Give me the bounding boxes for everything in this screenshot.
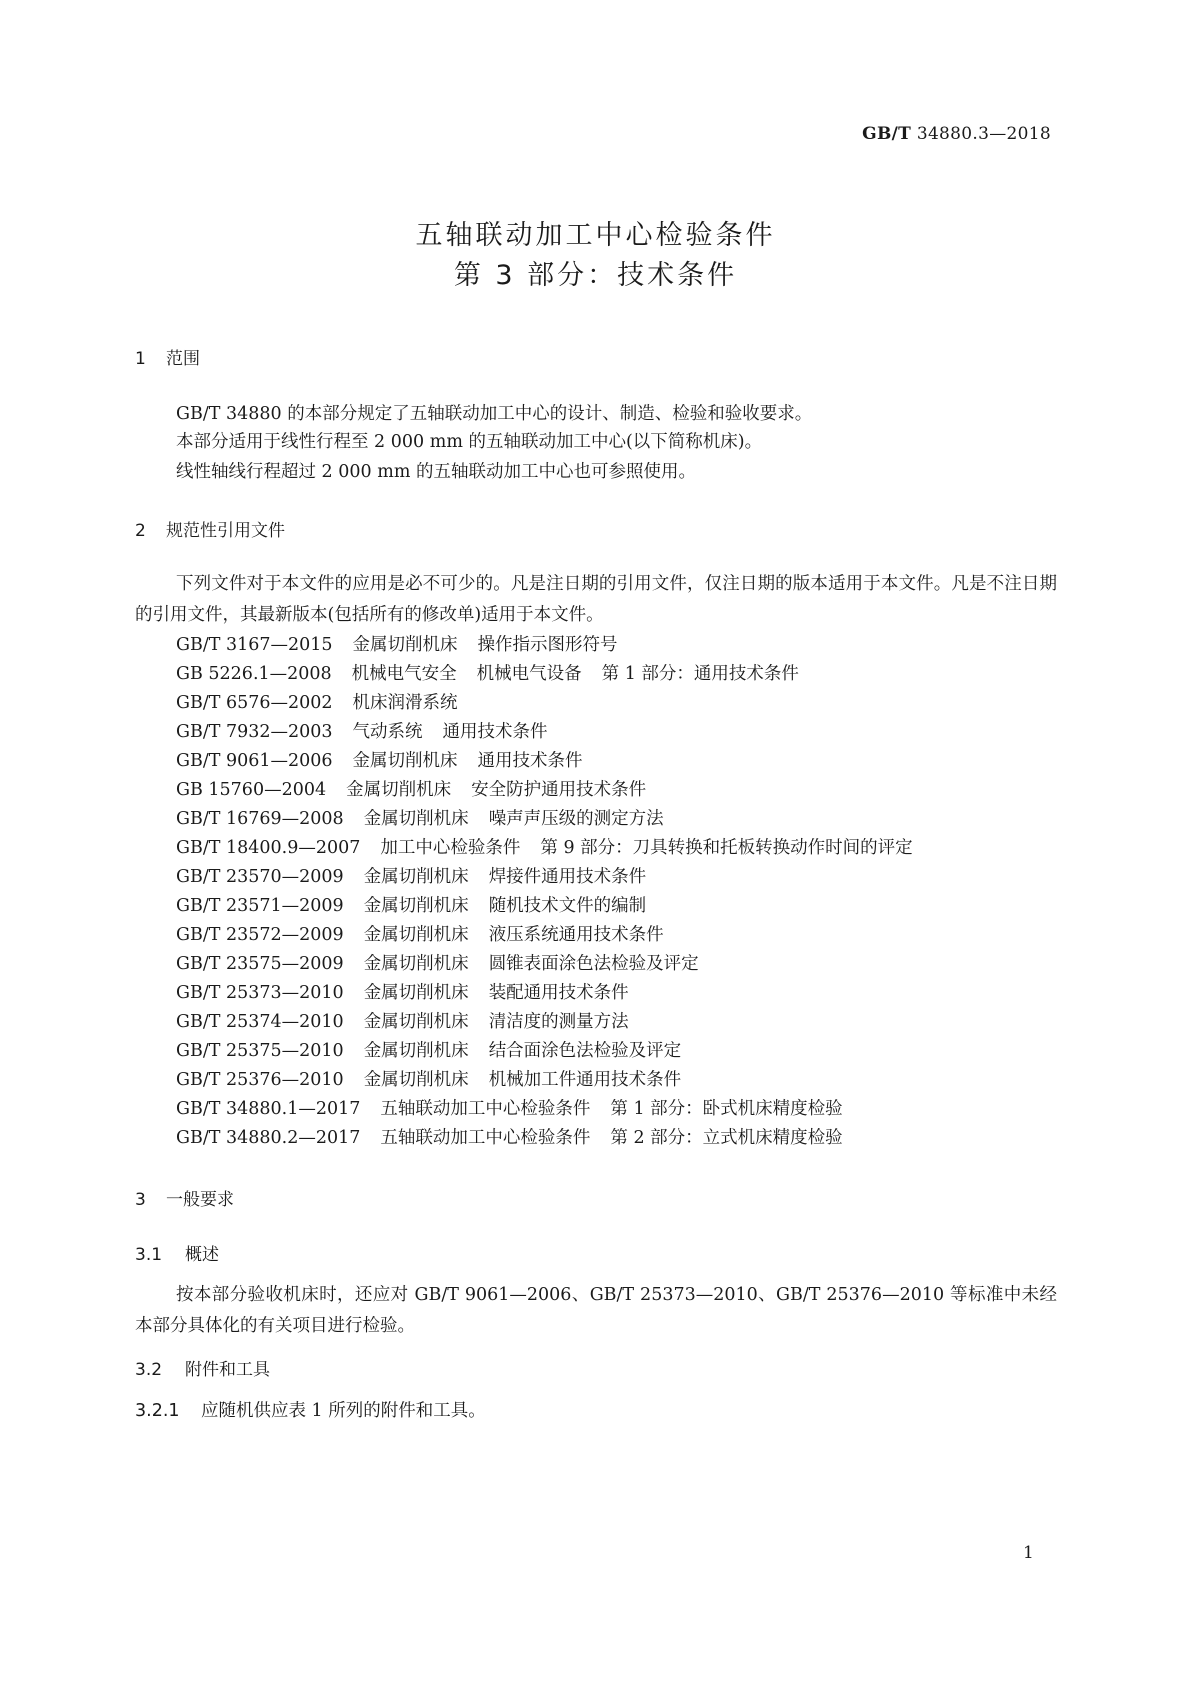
reference-title: 金属切削机床: [363, 954, 469, 974]
document-title: 五轴联动加工中心检验条件: [415, 220, 776, 251]
reference-item: [176, 805, 664, 830]
section-number: 1: [135, 349, 146, 369]
reference-code: GB/T 6576—2002: [176, 693, 333, 713]
reference-code: GB/T 9061—2006: [176, 751, 333, 771]
clause-text: 应随机供应表 1 所列的附件和工具。: [201, 1401, 486, 1421]
subsection-heading: [135, 1240, 219, 1265]
reference-title: 五轴联动加工中心检验条件: [380, 1099, 591, 1119]
subsection-heading: [135, 1355, 270, 1380]
reference-title: 五轴联动加工中心检验条件: [380, 1128, 591, 1148]
reference-title: 机械加工件通用技术条件: [488, 1070, 682, 1090]
standard-code: [862, 124, 1051, 144]
reference-code: GB/T 34880.1—2017: [176, 1099, 361, 1119]
reference-title: 第 1 部分：通用技术条件: [601, 664, 799, 684]
reference-code: GB/T 25375—2010: [176, 1041, 344, 1061]
reference-title: 第 1 部分：卧式机床精度检验: [610, 1099, 843, 1119]
section-heading: [135, 516, 285, 541]
document-subtitle: 第 3 部分：技术条件: [453, 260, 738, 291]
section-number: 3: [135, 1190, 146, 1210]
reference-title: 金属切削机床: [352, 751, 458, 771]
reference-title: 加工中心检验条件: [380, 838, 521, 858]
reference-item: [176, 892, 646, 917]
reference-title: 噪声声压级的测定方法: [488, 809, 664, 829]
subsection-title: 附件和工具: [185, 1360, 270, 1380]
reference-item: [176, 1124, 843, 1149]
reference-item: [176, 863, 646, 888]
reference-title: 金属切削机床: [363, 1041, 469, 1061]
reference-title: 金属切削机床: [346, 780, 452, 800]
paragraph: 线性轴线行程超过 2 000 mm 的五轴联动加工中心也可参照使用。: [176, 462, 696, 482]
reference-item: [176, 1037, 681, 1062]
reference-title: 金属切削机床: [363, 983, 469, 1003]
subsection-number: 3.1: [135, 1245, 163, 1265]
reference-code: GB/T 25373—2010: [176, 983, 344, 1003]
reference-code: GB 15760—2004: [176, 780, 327, 800]
reference-item: [176, 979, 629, 1004]
reference-title: 气动系统: [352, 722, 423, 742]
clause: [135, 1397, 486, 1422]
reference-title: 机械电气设备: [476, 664, 582, 684]
reference-title: 机床润滑系统: [352, 693, 458, 713]
reference-title: 金属切削机床: [363, 896, 469, 916]
reference-title: 液压系统通用技术条件: [488, 925, 664, 945]
subsection-title: 概述: [185, 1245, 219, 1265]
standard-code-prefix: GB/T: [862, 124, 912, 144]
reference-code: GB/T 7932—2003: [176, 722, 333, 742]
reference-code: GB/T 25376—2010: [176, 1070, 344, 1090]
reference-code: GB/T 23575—2009: [176, 954, 344, 974]
reference-item: [176, 950, 699, 975]
reference-title: 操作指示图形符号: [477, 635, 618, 655]
reference-title: 金属切削机床: [363, 809, 469, 829]
page-number: 1: [1023, 1543, 1034, 1563]
reference-title: 金属切削机床: [363, 1070, 469, 1090]
section-title: 规范性引用文件: [166, 521, 285, 541]
reference-title: 第 9 部分：刀具转换和托板转换动作时间的评定: [540, 838, 913, 858]
reference-code: GB/T 16769—2008: [176, 809, 344, 829]
subsection-number: 3.2: [135, 1360, 163, 1380]
reference-item: [176, 1008, 629, 1033]
section-number: 2: [135, 521, 146, 541]
reference-code: GB/T 3167—2015: [176, 635, 333, 655]
reference-title: 金属切削机床: [352, 635, 458, 655]
reference-code: GB/T 34880.2—2017: [176, 1128, 361, 1148]
reference-title: 结合面涂色法检验及评定: [488, 1041, 682, 1061]
reference-code: GB/T 18400.9—2007: [176, 838, 361, 858]
reference-title: 通用技术条件: [477, 751, 583, 771]
reference-item: [176, 834, 913, 859]
reference-title: 通用技术条件: [442, 722, 548, 742]
reference-code: GB/T 23571—2009: [176, 896, 344, 916]
reference-item: [176, 921, 664, 946]
section-title: 一般要求: [166, 1190, 234, 1210]
reference-title: 清洁度的测量方法: [488, 1012, 629, 1032]
reference-title: 金属切削机床: [363, 1012, 469, 1032]
reference-title: 安全防护通用技术条件: [471, 780, 647, 800]
paragraph: 按本部分验收机床时，还应对 GB/T 9061—2006、GB/T 25373—2010、GB/T 25376—2010 等标准中未经本部分具体化的有关项目进行检验。: [135, 1285, 1057, 1336]
reference-code: GB 5226.1—2008: [176, 664, 332, 684]
reference-code: GB/T 23572—2009: [176, 925, 344, 945]
reference-item: [176, 1066, 681, 1091]
reference-item: [176, 776, 646, 801]
clause-number: 3.2.1: [135, 1401, 180, 1421]
reference-code: GB/T 25374—2010: [176, 1012, 344, 1032]
section-heading: [135, 1185, 234, 1210]
standard-code-number: 34880.3—2018: [911, 124, 1051, 144]
reference-item: [176, 631, 618, 656]
reference-item: [176, 747, 583, 772]
reference-title: 装配通用技术条件: [488, 983, 629, 1003]
reference-item: [176, 1095, 843, 1120]
reference-code: GB/T 23570—2009: [176, 867, 344, 887]
reference-title: 金属切削机床: [363, 867, 469, 887]
paragraph: 本部分适用于线性行程至 2 000 mm 的五轴联动加工中心(以下简称机床)。: [176, 432, 763, 452]
reference-title: 机械电气安全: [351, 664, 457, 684]
reference-item: [176, 660, 799, 685]
reference-item: [176, 718, 548, 743]
reference-title: 焊接件通用技术条件: [488, 867, 647, 887]
reference-title: 金属切削机床: [363, 925, 469, 945]
reference-title: 第 2 部分：立式机床精度检验: [610, 1128, 843, 1148]
reference-title: 随机技术文件的编制: [488, 896, 647, 916]
reference-item: [176, 689, 458, 714]
paragraph: GB/T 34880 的本部分规定了五轴联动加工中心的设计、制造、检验和验收要求。: [176, 404, 813, 424]
reference-title: 圆锥表面涂色法检验及评定: [488, 954, 699, 974]
section-heading: [135, 344, 200, 369]
section-title: 范围: [166, 349, 200, 369]
paragraph: 下列文件对于本文件的应用是必不可少的。凡是注日期的引用文件，仅注日期的版本适用于本文件。凡是不注日期的引用文件，其最新版本(包括所有的修改单)适用于本文件。: [135, 574, 1057, 625]
